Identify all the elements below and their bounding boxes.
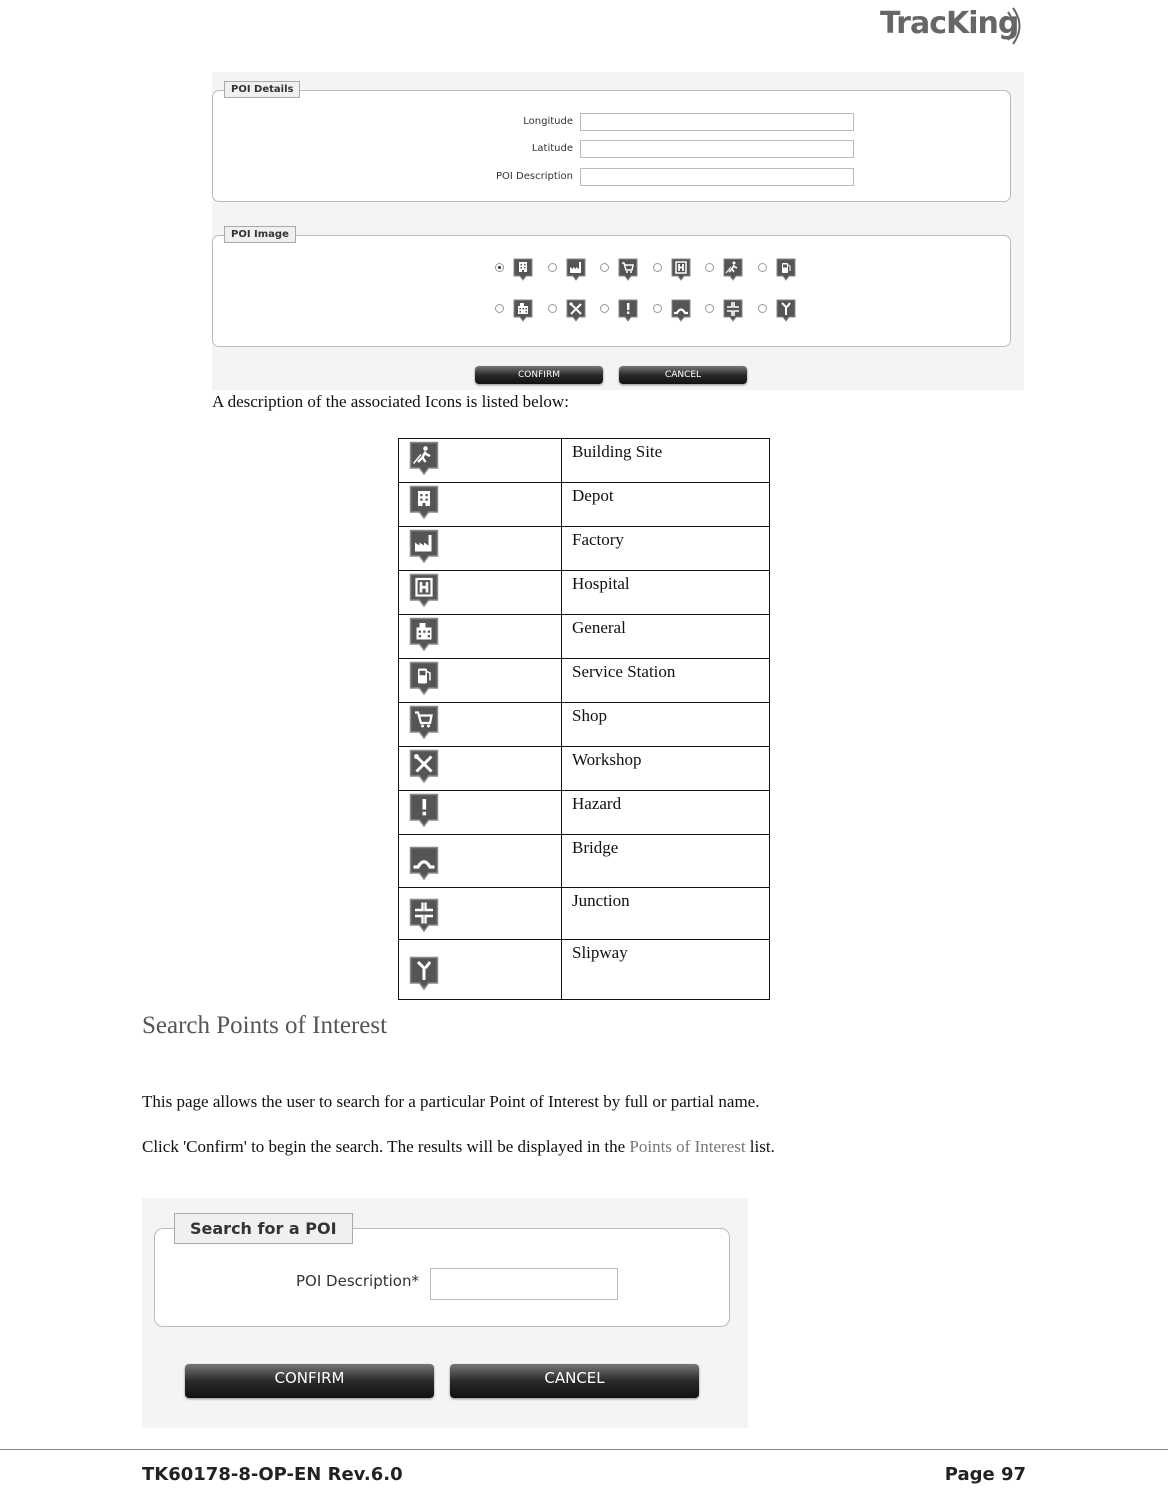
longitude-label: Longitude <box>523 116 573 127</box>
icon-option[interactable] <box>513 299 533 323</box>
footer-divider <box>0 1449 1168 1450</box>
icon-option[interactable] <box>776 299 796 323</box>
icon-option-radio[interactable] <box>600 263 609 272</box>
search-cancel-button[interactable]: CANCEL <box>450 1364 699 1398</box>
icon-option[interactable] <box>618 299 638 323</box>
slipway-icon <box>409 956 439 992</box>
factory-icon <box>409 529 439 565</box>
building-site-icon <box>723 258 743 282</box>
footer-doc-id: TK60178-8-OP-EN Rev.6.0 <box>142 1464 403 1485</box>
icon-option[interactable] <box>618 258 638 282</box>
icon-name-cell: Shop <box>562 703 770 747</box>
building-site-icon <box>409 441 439 477</box>
icon-cell <box>399 835 562 888</box>
general-icon <box>513 299 533 323</box>
icon-cell <box>399 615 562 659</box>
icon-name-cell: Building Site <box>562 439 770 483</box>
table-row <box>399 791 770 835</box>
table-row <box>399 483 770 527</box>
poi-image-legend: POI Image <box>224 226 296 243</box>
icon-option-radio[interactable] <box>653 263 662 272</box>
icon-caption: A description of the associated Icons is listed below: <box>212 392 569 411</box>
shop-icon <box>618 258 638 282</box>
icon-cell <box>399 571 562 615</box>
icon-name-cell: Service Station <box>562 659 770 703</box>
para-text-after: list. <box>745 1137 775 1156</box>
junction-icon <box>409 898 439 934</box>
table-row <box>399 571 770 615</box>
icon-name-cell: Workshop <box>562 747 770 791</box>
service-station-icon <box>776 258 796 282</box>
table-row <box>399 615 770 659</box>
tracking-logo <box>880 6 1030 50</box>
icon-name-cell: Depot <box>562 483 770 527</box>
latitude-label: Latitude <box>531 143 573 154</box>
footer-page-number: Page 97 <box>944 1464 1026 1485</box>
poi-form-screenshot <box>212 72 1024 390</box>
icon-cell <box>399 703 562 747</box>
icon-name-cell: Factory <box>562 527 770 571</box>
icon-cell <box>399 887 562 940</box>
poi-description-label: POI Description <box>496 171 573 182</box>
icon-option-radio[interactable] <box>495 304 504 313</box>
table-row <box>399 703 770 747</box>
icon-option-radio[interactable] <box>548 263 557 272</box>
icon-option[interactable] <box>723 258 743 282</box>
icon-cell <box>399 940 562 1000</box>
service-station-icon <box>409 661 439 697</box>
poi-description-input[interactable] <box>580 168 854 186</box>
depot-icon <box>409 485 439 521</box>
icon-option[interactable] <box>671 299 691 323</box>
general-icon <box>409 617 439 653</box>
icon-cell <box>399 747 562 791</box>
icon-option[interactable] <box>671 258 691 282</box>
table-row <box>399 659 770 703</box>
icon-option-radio[interactable] <box>600 304 609 313</box>
icon-cell <box>399 439 562 483</box>
table-row <box>399 887 770 940</box>
icon-option[interactable] <box>513 258 533 282</box>
icon-option[interactable] <box>776 258 796 282</box>
search-poi-description-label: POI Description* <box>296 1272 419 1290</box>
hazard-icon <box>618 299 638 323</box>
search-poi-screenshot <box>142 1198 748 1428</box>
bridge-icon <box>409 846 439 882</box>
poi-image-fieldset <box>212 235 1011 347</box>
icon-option-radio[interactable] <box>495 263 504 272</box>
confirm-button[interactable]: CONFIRM <box>475 366 603 384</box>
section-heading: Search Points of Interest <box>142 1012 388 1039</box>
signal-arcs-icon <box>1004 6 1026 46</box>
workshop-icon <box>409 749 439 785</box>
junction-icon <box>723 299 743 323</box>
icon-name-cell: Junction <box>562 887 770 940</box>
latitude-input[interactable] <box>580 140 854 158</box>
logo-text: TracKing <box>880 6 1019 41</box>
icon-description-table <box>398 438 770 1000</box>
icon-cell <box>399 791 562 835</box>
icon-cell <box>399 483 562 527</box>
icon-cell <box>399 527 562 571</box>
longitude-input[interactable] <box>580 113 854 131</box>
search-poi-legend: Search for a POI <box>174 1213 353 1244</box>
icon-name-cell: Slipway <box>562 940 770 1000</box>
icon-option-radio[interactable] <box>758 263 767 272</box>
icon-option-radio[interactable] <box>548 304 557 313</box>
icon-option-radio[interactable] <box>705 304 714 313</box>
depot-icon <box>513 258 533 282</box>
icon-name-cell: Bridge <box>562 835 770 888</box>
icon-option[interactable] <box>566 299 586 323</box>
shop-icon <box>409 705 439 741</box>
confirm-instruction-paragraph <box>142 1137 775 1157</box>
icon-option-radio[interactable] <box>705 263 714 272</box>
icon-name-cell: Hospital <box>562 571 770 615</box>
poi-details-legend: POI Details <box>224 81 300 98</box>
icon-option[interactable] <box>723 299 743 323</box>
icon-name-cell: General <box>562 615 770 659</box>
bridge-icon <box>671 299 691 323</box>
table-row <box>399 835 770 888</box>
icon-option[interactable] <box>566 258 586 282</box>
hospital-icon <box>671 258 691 282</box>
search-confirm-button[interactable]: CONFIRM <box>185 1364 434 1398</box>
hazard-icon <box>409 793 439 829</box>
search-description-paragraph: This page allows the user to search for a particular Point of Interest by full or partial name. <box>142 1092 760 1111</box>
table-row <box>399 747 770 791</box>
cancel-button[interactable]: CANCEL <box>619 366 747 384</box>
hospital-icon <box>409 573 439 609</box>
icon-option-radio[interactable] <box>653 304 662 313</box>
icon-name-cell: Hazard <box>562 791 770 835</box>
para-text-before: Click 'Confirm' to begin the search. The results will be displayed in the <box>142 1137 630 1156</box>
points-of-interest-link[interactable]: Points of Interest <box>629 1137 746 1156</box>
workshop-icon <box>566 299 586 323</box>
slipway-icon <box>776 299 796 323</box>
table-row <box>399 527 770 571</box>
icon-cell <box>399 659 562 703</box>
icon-option-radio[interactable] <box>758 304 767 313</box>
table-row <box>399 439 770 483</box>
factory-icon <box>566 258 586 282</box>
table-row <box>399 940 770 1000</box>
search-poi-description-input[interactable] <box>430 1268 618 1300</box>
